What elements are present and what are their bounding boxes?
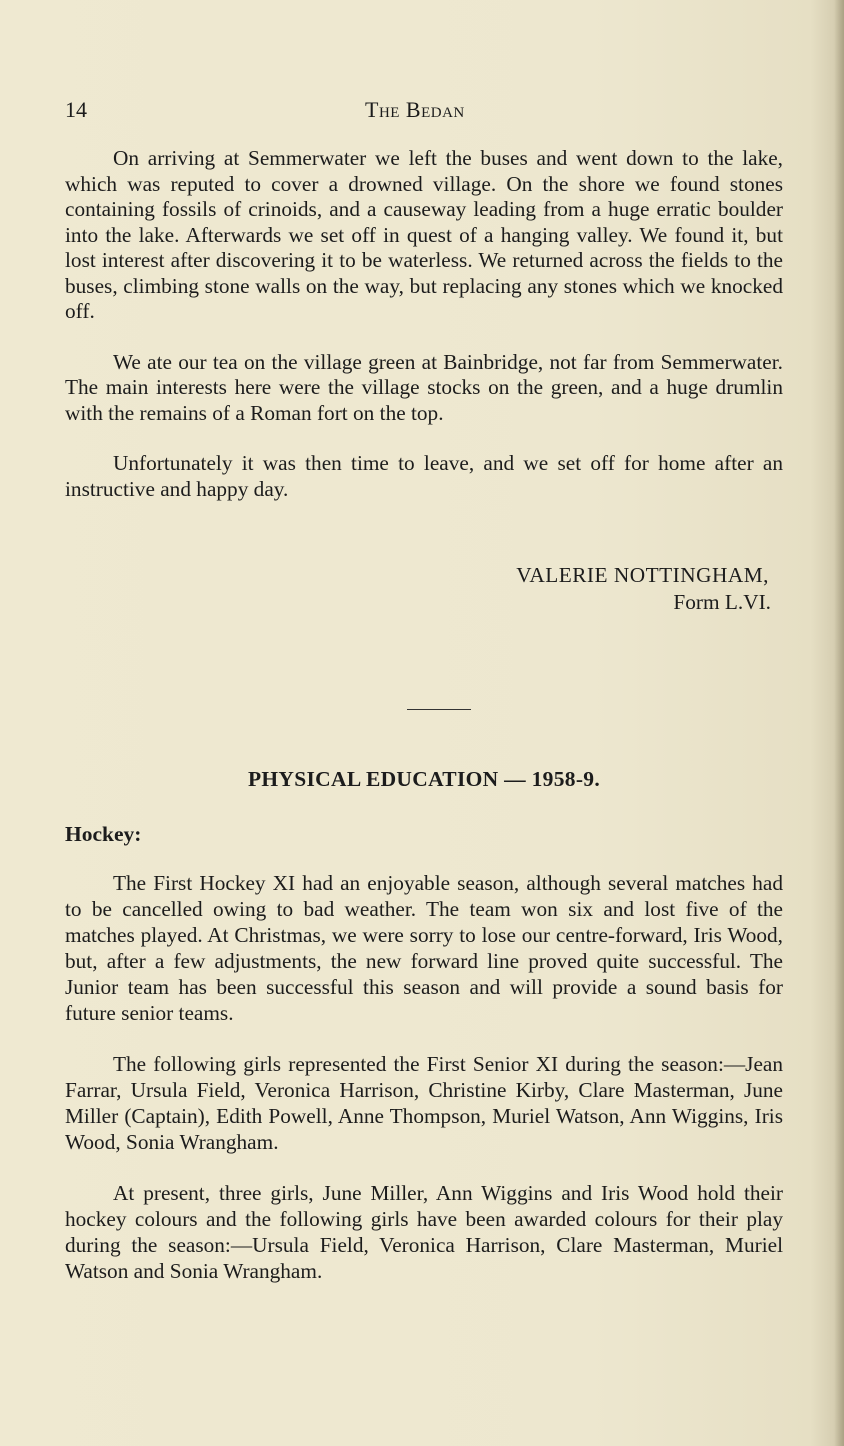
paragraph: The First Hockey XI had an enjoyable season, although several matches had to be cancelled owing to bad weather. The team won six and lost five of the matches played. At Christmas, we were sorry to lose our centre-forward, Iris Wood, but, after a few adjustments, the new forward line proved quite successful. The Junior team has been successful this season and will provide a sound basis for future senior teams. bbox=[65, 871, 783, 1025]
section-divider bbox=[407, 709, 471, 710]
article-body bbox=[65, 146, 783, 616]
author-form: Form L.VI. bbox=[673, 590, 771, 614]
section-body bbox=[65, 870, 783, 1284]
page-edge-shadow bbox=[834, 0, 844, 1446]
signature-block bbox=[65, 562, 769, 616]
subheading: Hockey: bbox=[65, 822, 142, 846]
paragraph: The following girls represented the First Senior XI during the season:—Jean Farrar, Ursula Field, Veronica Harrison, Christine Kirby, Clare Masterman, June Miller (Captain), Edith Powell, Anne Thompson, Muriel Watson, Ann Wiggins, Iris Wood, Sonia Wrangham. bbox=[65, 1052, 783, 1154]
author-name: VALERIE NOTTINGHAM, bbox=[516, 563, 769, 587]
paragraph: At present, three girls, June Miller, Ann Wiggins and Iris Wood hold their hockey colours and the following girls have been awarded colours for their play during the season:—Ursula Field, Veronica Harrison, Clare Masterman, Muriel Watson and Sonia Wrangham. bbox=[65, 1181, 783, 1283]
paragraph: On arriving at Semmerwater we left the buses and went down to the lake, which was reputed to cover a drowned village. On the shore we found stones containing fossils of crinoids, and a causeway leading from a huge erratic boulder into the lake. Afterwards we set off in quest of a hanging valley. We found it, but lost interest after discovering it to be waterless. We returned across the fields to the buses, climbing stone walls on the way, but replacing any stones which we knocked off. bbox=[65, 146, 783, 323]
section-title: PHYSICAL EDUCATION — 1958-9. bbox=[247, 767, 601, 791]
paragraph: Unfortunately it was then time to leave, and we set off for home after an instructive and happy day. bbox=[65, 451, 783, 501]
paragraph: We ate our tea on the village green at Bainbridge, not far from Semmerwater. The main interests here were the village stocks on the green, and a huge drumlin with the remains of a Roman fort on the top. bbox=[65, 349, 783, 425]
page-header bbox=[65, 97, 785, 127]
page-number: 14 bbox=[65, 97, 87, 122]
running-title: The Bedan bbox=[365, 97, 465, 122]
